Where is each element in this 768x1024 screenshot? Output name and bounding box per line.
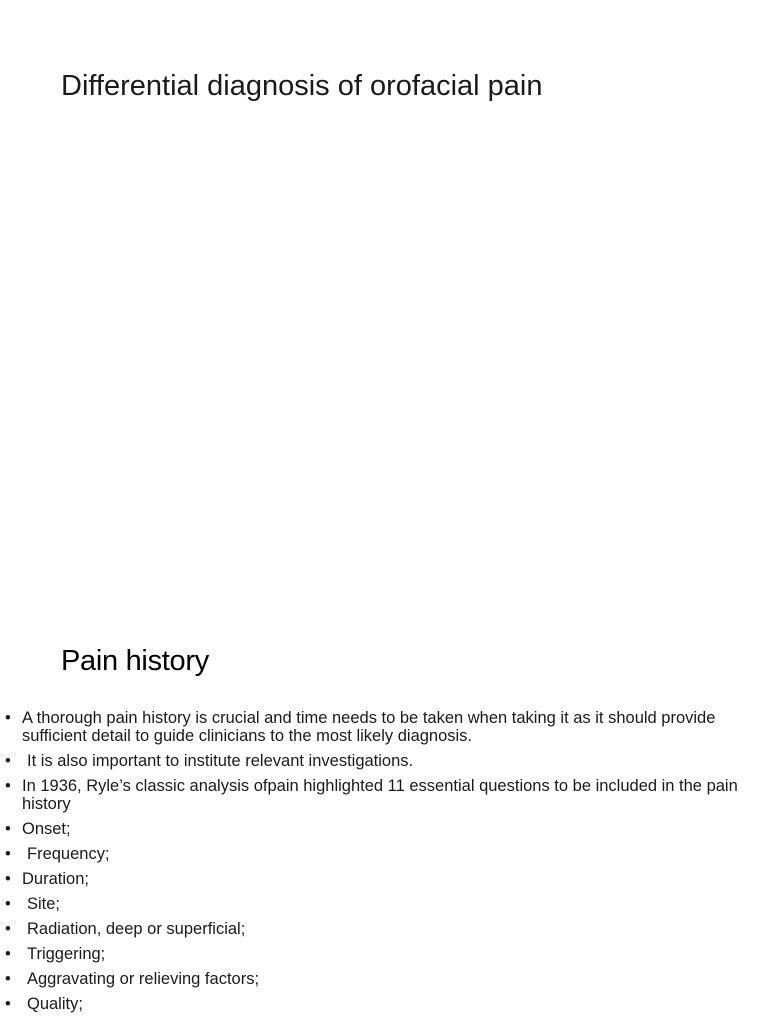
section-heading: Pain history [61, 645, 209, 677]
slide-title: Differential diagnosis of orofacial pain [61, 70, 543, 102]
list-item-text: Quality; [27, 995, 83, 1013]
bullet-icon: • [5, 970, 11, 988]
bullet-icon: • [5, 870, 11, 888]
list-item-text: Radiation, deep or superficial; [27, 920, 246, 938]
list-item-text: Triggering; [27, 945, 106, 963]
list-item [5, 895, 755, 913]
bullet-icon: • [5, 895, 11, 913]
list-item [5, 870, 755, 888]
list-item [5, 752, 755, 770]
list-item [5, 820, 755, 838]
list-item [5, 777, 755, 813]
list-item-text: Onset; [22, 820, 71, 838]
bullet-icon: • [5, 920, 11, 938]
bullet-icon: • [5, 752, 11, 770]
list-item [5, 709, 755, 745]
list-item-text: Site; [27, 895, 61, 913]
bullet-icon: • [5, 709, 11, 727]
list-item [5, 970, 755, 988]
list-item-text: Frequency; [27, 845, 110, 863]
list-item [5, 920, 755, 938]
list-item [5, 845, 755, 863]
list-item [5, 945, 755, 963]
bullet-icon: • [5, 820, 11, 838]
bullet-list [5, 709, 755, 1020]
list-item-text: In 1936, Ryle’s classic analysis ofpain highlighted 11 essential questions to be included in the pain history [22, 777, 738, 813]
bullet-icon: • [5, 945, 11, 963]
bullet-icon: • [5, 777, 11, 795]
list-item [5, 995, 755, 1013]
list-item-text: A thorough pain history is crucial and time needs to be taken when taking it as it should provide sufficient detail to guide clinicians to the most likely diagnosis. [22, 709, 716, 745]
bullet-icon: • [5, 845, 11, 863]
list-item-text: Duration; [22, 870, 89, 888]
bullet-icon: • [5, 995, 11, 1013]
list-item-text: Aggravating or relieving factors; [27, 970, 260, 988]
list-item-text: It is also important to institute relevant investigations. [27, 752, 414, 770]
